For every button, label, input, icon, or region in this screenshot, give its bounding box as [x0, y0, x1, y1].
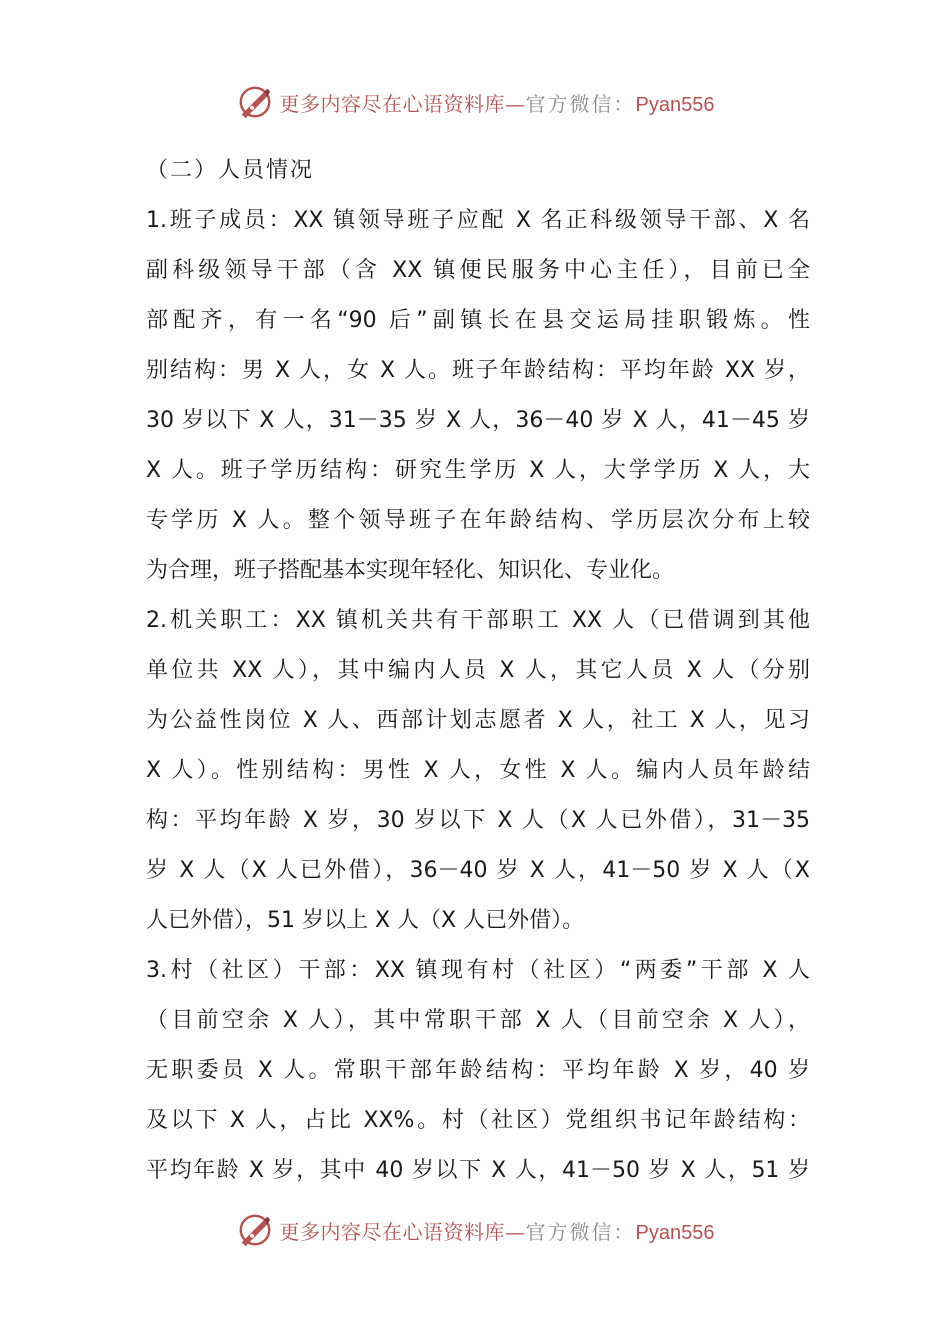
footer-watermark — [0, 1208, 950, 1252]
watermark-dash: — — [505, 1219, 526, 1244]
document-body — [146, 146, 810, 1196]
document-line: 1.班子成员：XX 镇领导班子应配 X 名正科级领导干部、X 名 — [146, 208, 810, 233]
watermark-text — [280, 1216, 715, 1245]
watermark-wechat-label: 官方微信： — [525, 1219, 636, 1244]
document-line: 为公益性岗位 X 人、西部计划志愿者 X 人，社工 X 人，见习 — [146, 708, 810, 733]
watermark-wechat-id: Pyan556 — [635, 1221, 715, 1244]
document-line: 构：平均年龄 X 岁，30 岁以下 X 人（X 人已外借），31－35 — [146, 808, 810, 833]
document-line: 部配齐，有一名“90 后”副镇长在县交运局挂职锻炼。性 — [146, 308, 810, 333]
document-line: 别结构：男 X 人，女 X 人。班子年龄结构：平均年龄 XX 岁， — [146, 358, 810, 383]
watermark-dash: — — [505, 91, 526, 116]
document-line: 岁 X 人（X 人已外借），36－40 岁 X 人，41－50 岁 X 人（X — [146, 858, 810, 883]
document-line: 及以下 X 人，占比 XX%。村（社区）党组织书记年龄结构： — [146, 1108, 810, 1133]
section-heading: （二）人员情况 — [146, 158, 315, 183]
document-line: 2.机关职工：XX 镇机关共有干部职工 XX 人（已借调到其他 — [146, 608, 810, 633]
watermark-text — [280, 88, 715, 117]
paragraph-lines — [146, 196, 810, 1196]
document-line: 3.村（社区）干部：XX 镇现有村（社区）“两委”干部 X 人 — [146, 958, 810, 983]
document-line: 30 岁以下 X 人，31－35 岁 X 人，36－40 岁 X 人，41－45 岁 — [146, 408, 810, 433]
document-line: 平均年龄 X 岁，其中 40 岁以下 X 人，41－50 岁 X 人，51 岁 — [146, 1158, 810, 1183]
document-line: X 人）。性别结构：男性 X 人，女性 X 人。编内人员年龄结 — [146, 758, 810, 783]
document-line: 无职委员 X 人。常职干部年龄结构：平均年龄 X 岁，40 岁 — [146, 1058, 810, 1083]
pen-nib-logo-icon — [236, 83, 274, 121]
watermark-main-text: 更多内容尽在心语资料库 — [279, 1219, 506, 1244]
watermark-wechat-label: 官方微信： — [525, 91, 636, 116]
pen-nib-logo-icon — [236, 1211, 274, 1249]
document-line: 副科级领导干部（含 XX 镇便民服务中心主任），目前已全 — [146, 258, 810, 283]
watermark-wechat-id: Pyan556 — [635, 93, 715, 116]
document-line: 专学历 X 人。整个领导班子在年龄结构、学历层次分布上较 — [146, 508, 810, 533]
document-line: 单位共 XX 人），其中编内人员 X 人，其它人员 X 人（分别 — [146, 658, 810, 683]
document-line: 为合理，班子搭配基本实现年轻化、知识化、专业化。 — [146, 558, 675, 583]
document-line: 人已外借），51 岁以上 X 人（X 人已外借）。 — [146, 908, 585, 933]
header-watermark — [0, 80, 950, 124]
watermark-main-text: 更多内容尽在心语资料库 — [279, 91, 506, 116]
document-line: （目前空余 X 人），其中常职干部 X 人（目前空余 X 人）， — [146, 1008, 810, 1033]
document-line: X 人。班子学历结构：研究生学历 X 人，大学学历 X 人，大 — [146, 458, 810, 483]
